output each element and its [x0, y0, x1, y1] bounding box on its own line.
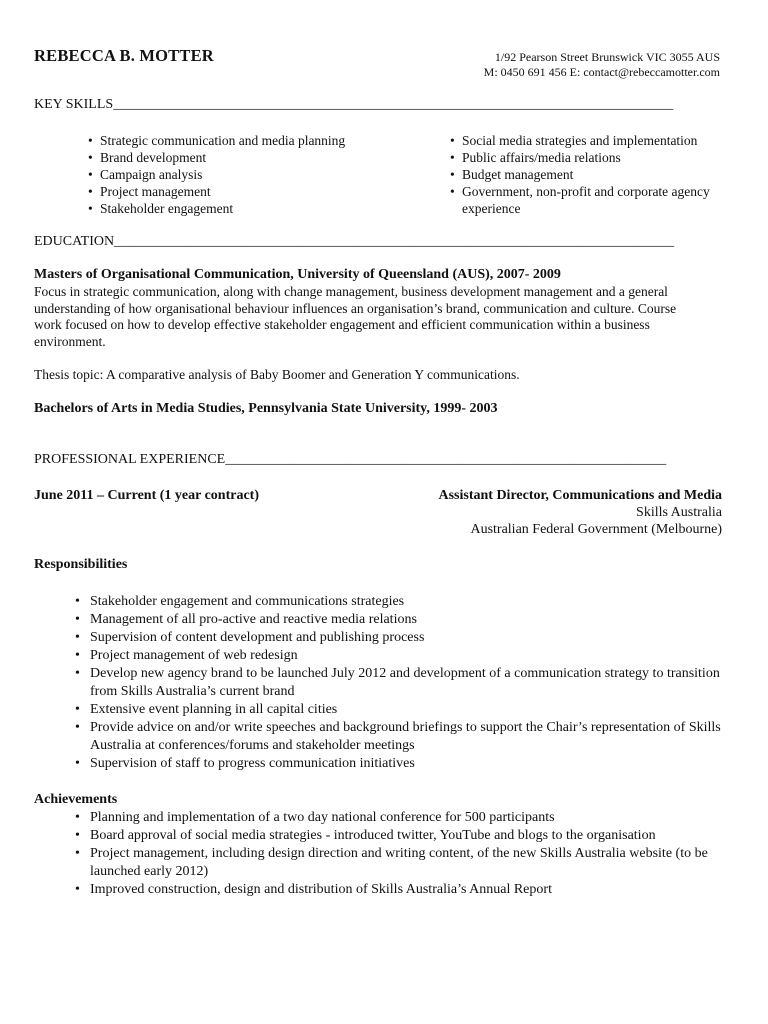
list-item: • Board approval of social media strategies - introduced twitter, YouTube and blogs to the organisation [75, 827, 725, 845]
masters-degree-title: Masters of Organisational Communication, University of Queensland (AUS), 2007- 2009 [34, 267, 561, 282]
job-organisation: Skills Australia [636, 505, 722, 520]
education-title: EDUCATION [34, 234, 115, 249]
section-rule: ________________________________________________________________________________ [114, 234, 675, 249]
list-item: • Improved construction, design and distribution of Skills Australia’s Annual Report [75, 881, 725, 899]
list-item: • Develop new agency brand to be launched July 2012 and development of a communication strategy to transition from Skills Australia’s current brand [75, 665, 725, 701]
list-item: • Government, non-profit and corporate agency experience [450, 183, 730, 217]
section-rule: ________________________________________________________________________________ [113, 97, 674, 112]
experience-title: PROFESSIONAL EXPERIENCE [34, 452, 226, 467]
achievements-heading: Achievements [34, 792, 118, 807]
list-item: • Project management [88, 183, 428, 200]
list-item: • Supervision of staff to progress communication initiatives [75, 755, 725, 773]
masters-description: Focus in strategic communication, along with change management, business development management and a general understanding of how organisational behaviour influences an organisation’s brand, communication and culture. Course work focused on how to develop effective stakeholder engagement and efficient communication within a business environment. [34, 284, 677, 349]
address-line: 1/92 Pearson Street Brunswick VIC 3055 AUS [494, 50, 720, 64]
experience-heading [34, 452, 666, 468]
list-item: • Campaign analysis [88, 166, 428, 183]
list-item: • Strategic communication and media planning [88, 132, 428, 149]
key-skills-right-list [450, 132, 730, 217]
list-item: • Project management, including design direction and writing content, of the new Skills Australia website (to be launched early 2012) [75, 845, 725, 881]
list-item: • Management of all pro-active and reactive media relations [75, 611, 725, 629]
key-skills-left-list [88, 132, 428, 217]
key-skills-title: KEY SKILLS [34, 97, 114, 112]
education-heading [34, 234, 674, 250]
section-rule: _______________________________________________________________ [225, 452, 667, 467]
job-dates: June 2011 – Current (1 year contract) [34, 488, 259, 503]
responsibilities-list [75, 593, 725, 773]
job-role: Assistant Director, Communications and Media [438, 488, 722, 503]
list-item: • Social media strategies and implementation [450, 132, 730, 149]
job-employer: Australian Federal Government (Melbourne) [470, 522, 722, 537]
list-item: • Stakeholder engagement [88, 200, 428, 217]
list-item: • Public affairs/media relations [450, 149, 730, 166]
list-item: • Supervision of content development and publishing process [75, 629, 725, 647]
list-item: • Brand development [88, 149, 428, 166]
list-item: • Planning and implementation of a two day national conference for 500 participants [75, 809, 725, 827]
list-item: • Provide advice on and/or write speeches and background briefings to support the Chair’s representation of Skills Australia at conferences/forums and stakeholder meetings [75, 719, 725, 755]
list-item: • Project management of web redesign [75, 647, 725, 665]
list-item: • Stakeholder engagement and communications strategies [75, 593, 725, 611]
bachelors-degree-title: Bachelors of Arts in Media Studies, Pennsylvania State University, 1999- 2003 [34, 401, 498, 416]
list-item: • Budget management [450, 166, 730, 183]
achievements-list [75, 809, 725, 899]
contact-line: M: 0450 691 456 E: contact@rebeccamotter.com [483, 65, 720, 79]
list-item: • Extensive event planning in all capital cities [75, 701, 725, 719]
candidate-name: REBECCA B. MOTTER [34, 46, 214, 65]
key-skills-heading [34, 97, 673, 113]
thesis-topic: Thesis topic: A comparative analysis of Baby Boomer and Generation Y communications. [34, 367, 520, 382]
responsibilities-heading: Responsibilities [34, 557, 128, 572]
